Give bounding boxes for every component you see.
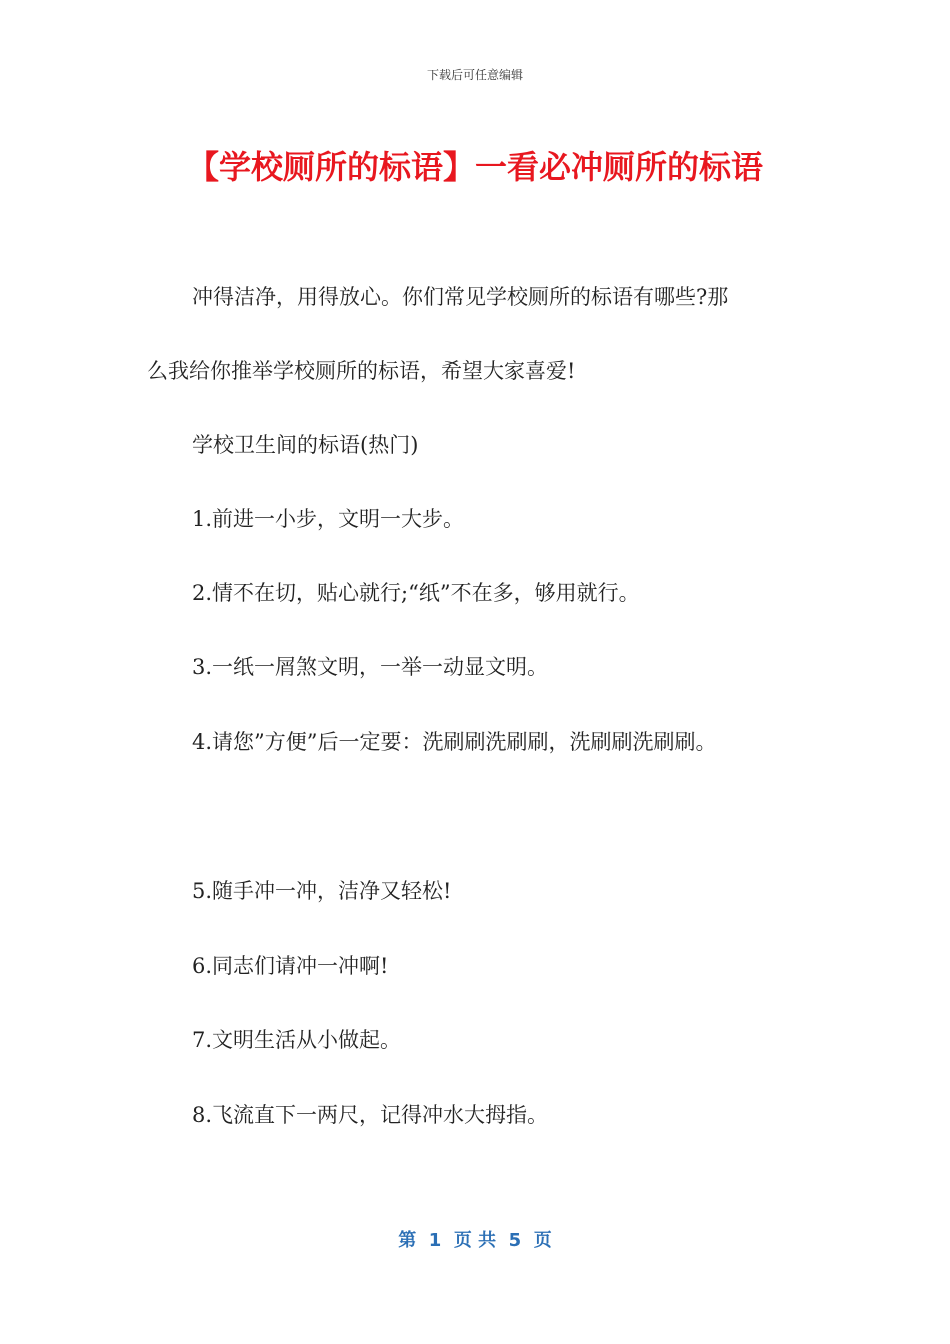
slogan-item-4: 4.请您”方便”后一定要：洗刷刷洗刷刷，洗刷刷洗刷刷。 <box>192 730 717 754</box>
slogan-item-7: 7.文明生活从小做起。 <box>192 1028 402 1052</box>
header-note: 下载后可任意编辑 <box>426 68 523 82</box>
slogan-item-8: 8.飞流直下一两尺，记得冲水大拇指。 <box>192 1103 549 1127</box>
intro-line-1: 冲得洁净，用得放心。你们常见学校厕所的标语有哪些?那 <box>192 285 729 309</box>
section-heading: 学校卫生间的标语(热门) <box>192 433 419 457</box>
slogan-item-3: 3.一纸一屑煞文明，一举一动显文明。 <box>192 655 549 679</box>
slogan-item-1: 1.前进一小步，文明一大步。 <box>192 507 465 531</box>
slogan-item-2: 2.情不在切，贴心就行;“纸”不在多，够用就行。 <box>192 581 640 605</box>
slogan-item-5: 5.随手冲一冲，洁净又轻松! <box>192 879 452 903</box>
page-footer: 第 1 页 共 5 页 <box>398 1230 552 1251</box>
intro-line-2: 么我给你推举学校厕所的标语，希望大家喜爱! <box>147 359 576 383</box>
document-title: 【学校厕所的标语】一看必冲厕所的标语 <box>186 148 763 186</box>
slogan-item-6: 6.同志们请冲一冲啊! <box>192 954 389 978</box>
